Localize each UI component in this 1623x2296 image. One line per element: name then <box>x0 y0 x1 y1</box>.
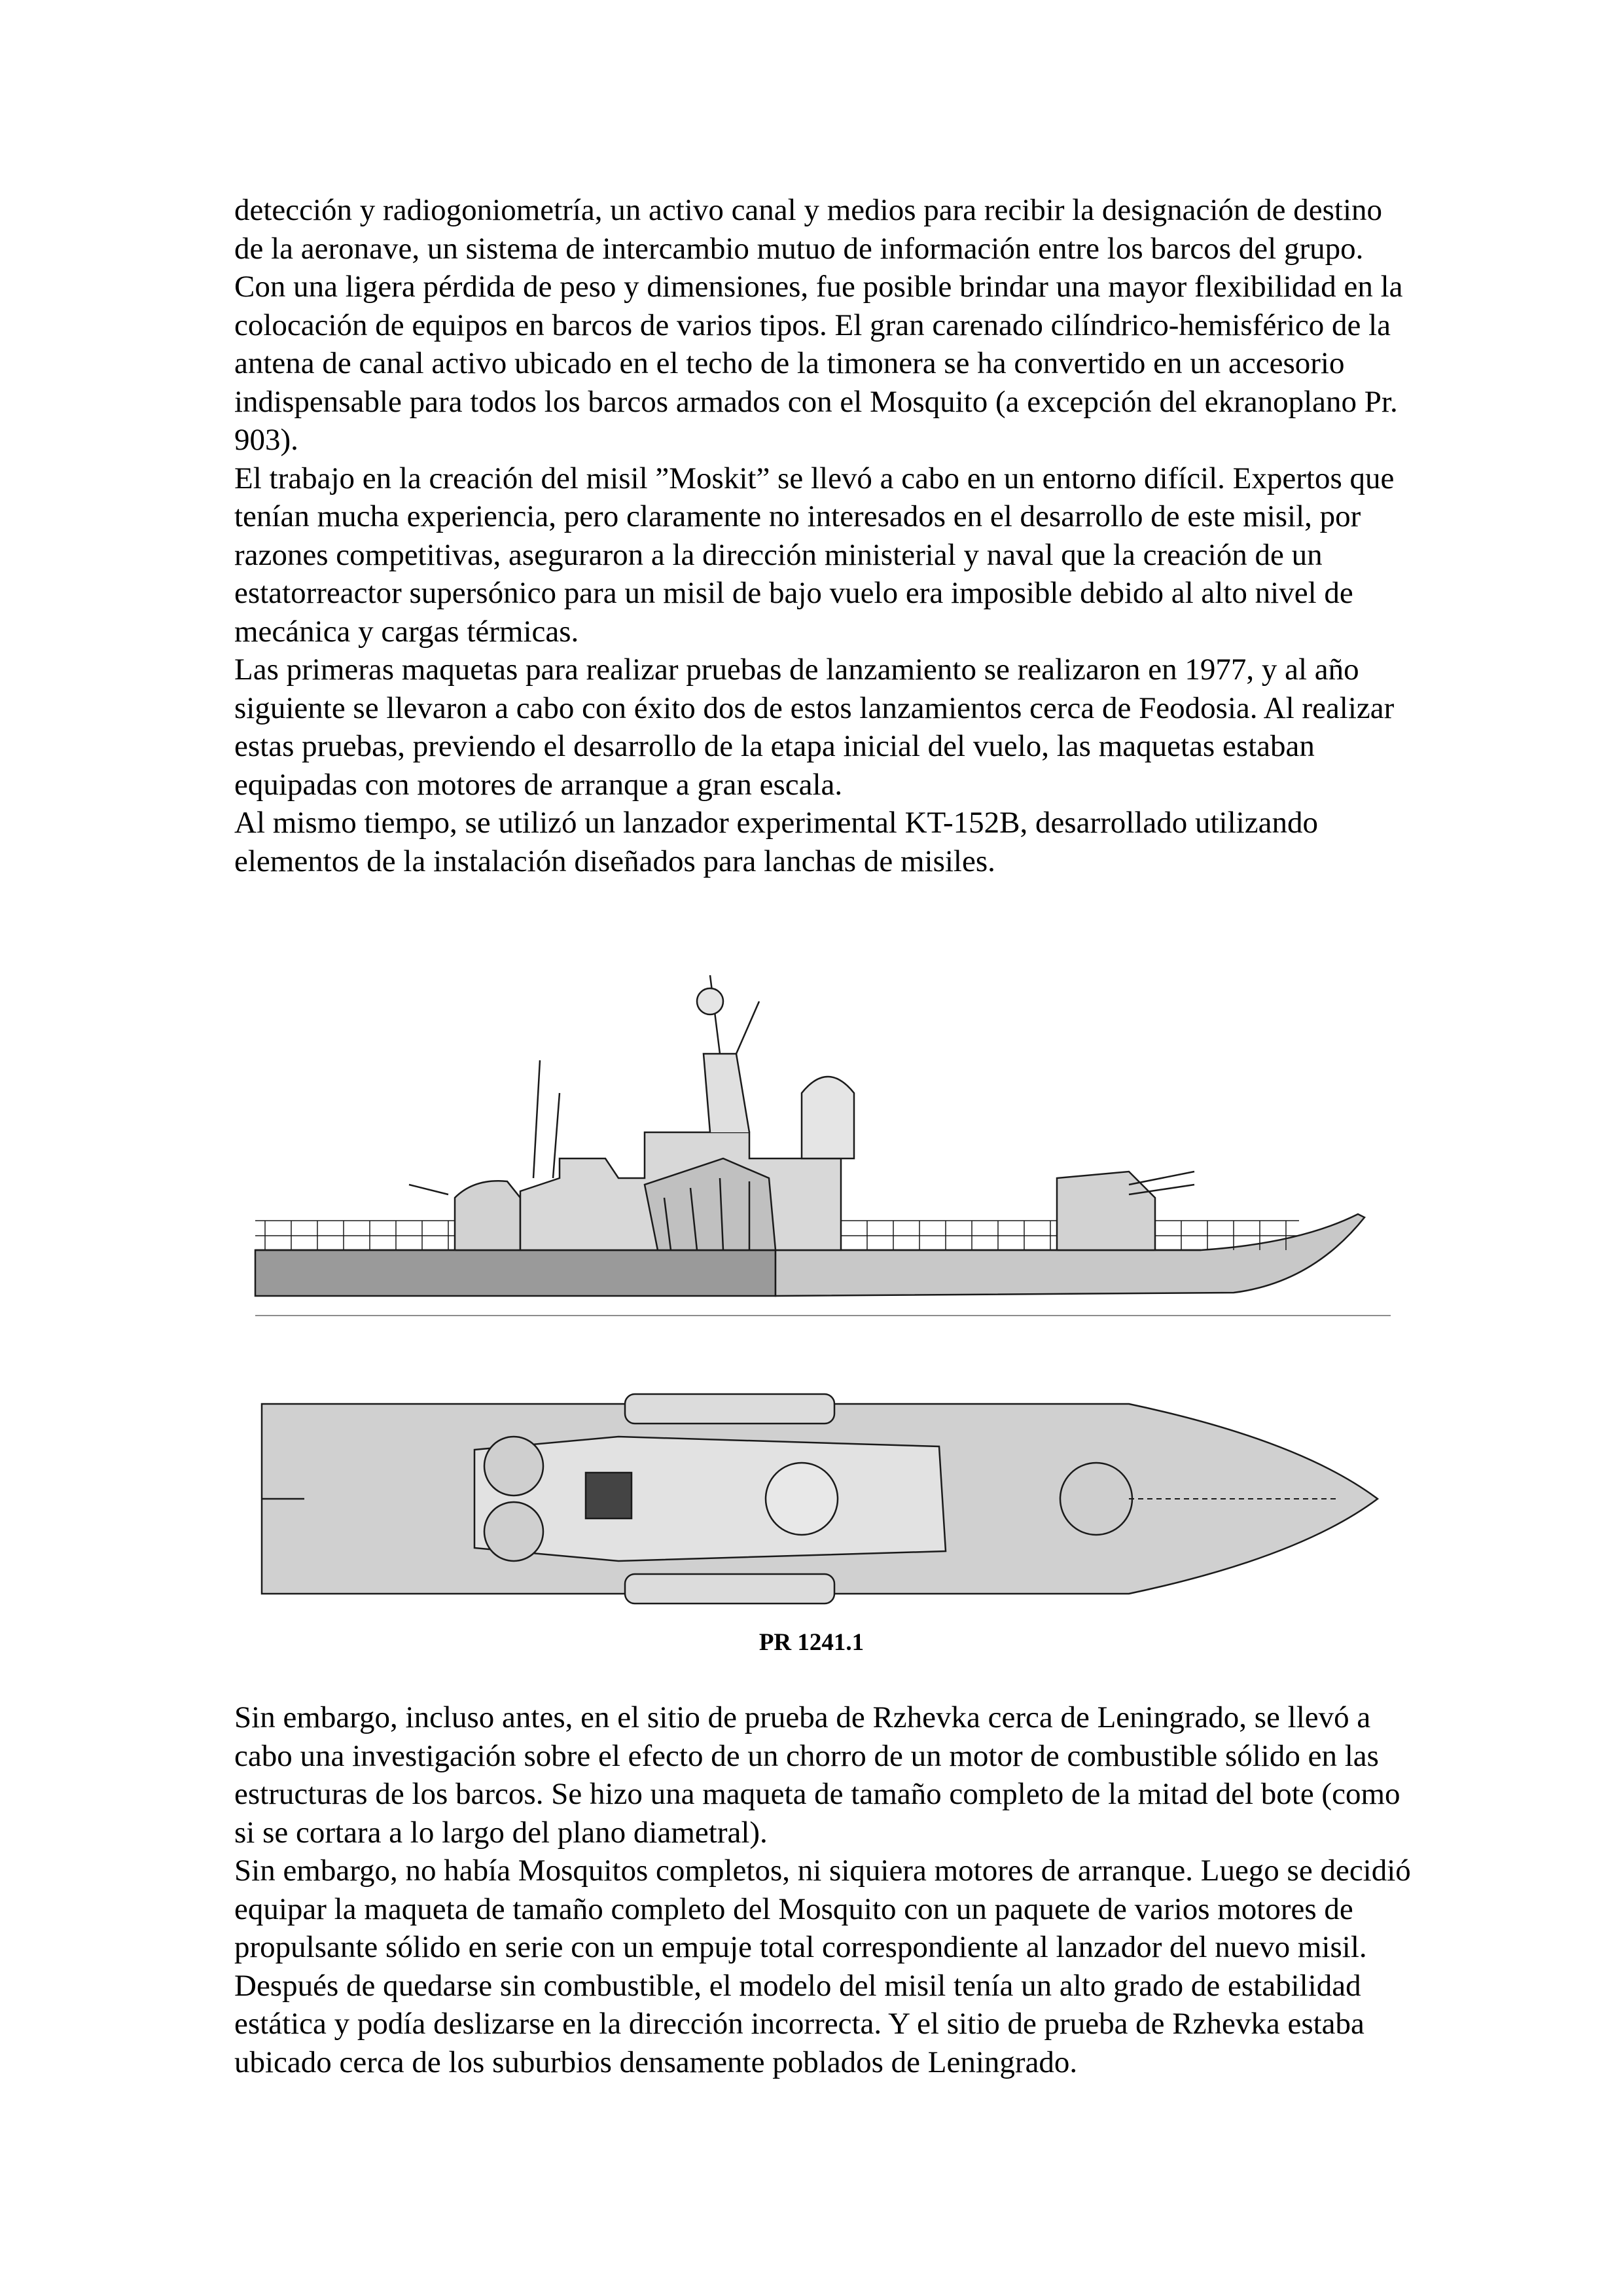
radome-plan <box>766 1463 838 1535</box>
ship-plan-view <box>252 1374 1391 1623</box>
radar-radome <box>802 1077 854 1158</box>
forward-gun-turret <box>1057 1172 1155 1250</box>
paragraph: Al mismo tiempo, se utilizó un lanzador experimental KT-152B, desarrollado utilizando elementos de la instalación diseñados para lanchas de misiles. <box>234 806 1318 878</box>
top-text-block <box>234 191 1412 880</box>
aft-gun-plan-lower <box>484 1502 543 1561</box>
equipment-block <box>586 1473 632 1518</box>
bottom-text-block <box>234 1698 1412 2081</box>
aft-gun-plan-upper <box>484 1437 543 1496</box>
paragraph: Las primeras maquetas para realizar pruebas de lanzamiento se realizaron en 1977, y al año siguiente se llevaron a cabo con éxito dos de estos lanzamientos cerca de Feodosia. Al realizar estas pruebas, previendo el desarrollo de la etapa inicial del vuelo, las maquetas estaban equipadas con motores de arranque a gran escala. <box>234 653 1395 802</box>
mast <box>704 1054 749 1132</box>
paragraph: Sin embargo, no había Mosquitos completos, ni siquiera motores de arranque. Luego se decidió equipar la maqueta de tamaño completo del Mosquito con un paquete de varios motores de propulsante sólido en serie con un empuje total correspondiente al lanzador del nuevo misil. Después de quedarse sin combustible, el modelo del misil tenía un alto grado de estabilidad estática y podía deslizarse en la dirección incorrecta. Y el sitio de prueba de Rzhevka estaba ubicado cerca de los suburbios densamente poblados de Leningrado. <box>234 1854 1411 2079</box>
paragraph: Sin embargo, incluso antes, en el sitio de prueba de Rzhevka cerca de Leningrado, se llevó a cabo una investigación sobre el efecto de un chorro de un motor de combustible sólido en las estructuras de los barcos. Se hizo una maqueta de tamaño completo de la mitad del bote (como si se cortara a lo largo del plano diametral). <box>234 1700 1400 1850</box>
paragraph: El trabajo en la creación del misil ”Moskit” se llevó a cabo en un entorno difícil. Expertos que tenían mucha experiencia, pero claramente no interesados en el desarrollo de este misil, por razones competitivas, aseguraron a la dirección ministerial y naval que la creación de un estatorreactor supersónico para un misil de bajo vuelo era imposible debido al alto nivel de mecánica y cargas térmicas. <box>234 461 1395 649</box>
paragraph: detección y radiogoniometría, un activo canal y medios para recibir la designación de destino de la aeronave, un sistema de intercambio mutuo de información entre los barcos del grupo. <box>234 193 1383 266</box>
missile-container-upper <box>625 1394 834 1424</box>
radar-dome-small <box>697 988 723 1014</box>
missile-container-lower <box>625 1574 834 1604</box>
figure-caption: PR 1241.1 <box>758 1629 865 1656</box>
ship-side-elevation <box>252 962 1391 1329</box>
aft-gun-mount <box>455 1181 520 1250</box>
forward-gun-plan <box>1060 1463 1132 1535</box>
paragraph: Con una ligera pérdida de peso y dimensiones, fue posible brindar una mayor flexibilidad en la colocación de equipos en barcos de varios tipos. El gran carenado cilíndrico-hemisférico de la antena de canal activo ubicado en el techo de la timonera se ha convertido en un accesorio indispensable para todos los barcos armados con el Mosquito (a excepción del ekranoplano Pr. 903). <box>234 270 1403 457</box>
hull-aft-dark <box>255 1250 776 1296</box>
superstructure-plan <box>474 1437 946 1561</box>
